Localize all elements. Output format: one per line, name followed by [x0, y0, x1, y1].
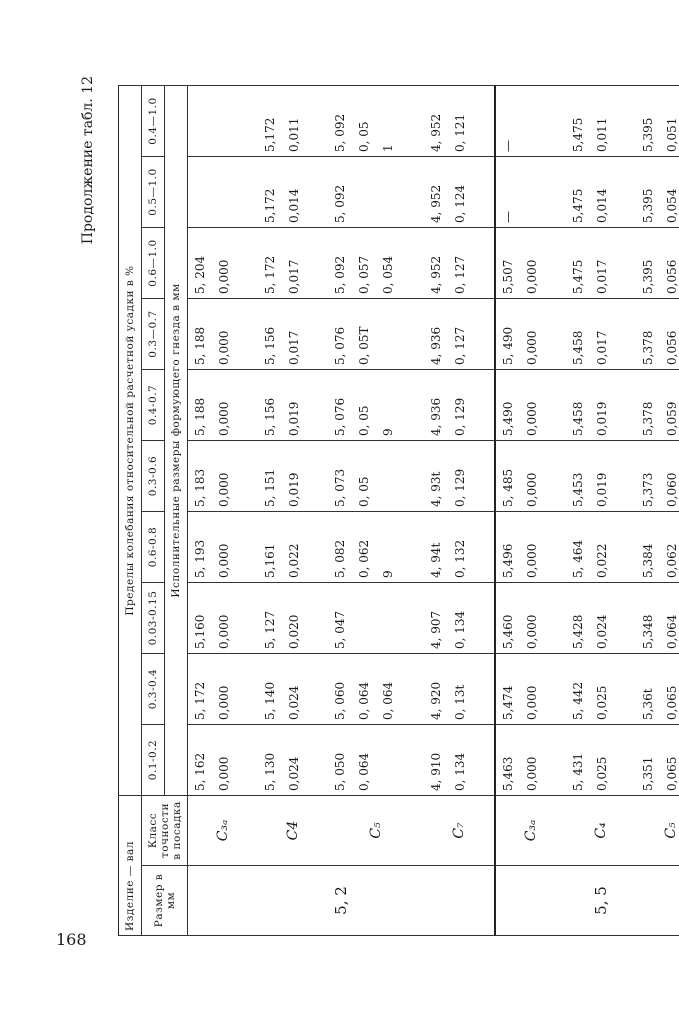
value-line: 0,017 — [287, 259, 301, 294]
value-cell — [328, 299, 424, 370]
value-line: 0, 062 — [357, 539, 371, 578]
value-cell — [258, 512, 328, 583]
value-line: 5, 156 — [263, 397, 277, 436]
value-cell — [566, 725, 636, 796]
value-line: 4, 952 — [429, 113, 443, 152]
value-line: 5, 060 — [333, 681, 347, 720]
value-cell — [495, 725, 566, 796]
value-line: 5, 172 — [193, 681, 207, 720]
value-line: 4, 936 — [429, 397, 443, 436]
value-cell — [258, 299, 328, 370]
value-line: 0, 127 — [453, 255, 467, 294]
value-line: 0, 121 — [453, 113, 467, 152]
value-line: 5, 050 — [333, 752, 347, 791]
value-line: 4, 952 — [429, 184, 443, 223]
value-line: 0,020 — [287, 614, 301, 649]
class-header: Класс точности в посадка — [142, 796, 188, 866]
value-line: 5, 188 — [193, 397, 207, 436]
value-line: 5, 130 — [263, 752, 277, 791]
value-line: 5,395 — [641, 259, 655, 294]
value-cell — [188, 583, 259, 654]
value-line: 5, 188 — [193, 326, 207, 365]
value-line: 0,000 — [525, 756, 539, 791]
value-cell — [495, 228, 566, 299]
value-cell — [636, 228, 679, 299]
value-line: 4, 910 — [429, 752, 443, 791]
value-line: 0, 132 — [453, 539, 467, 578]
value-line: 0,059 — [665, 401, 679, 436]
range-header: 0.1-0.2 — [142, 725, 165, 796]
value-line: 5,395 — [641, 188, 655, 223]
value-line: 5, 076 — [333, 326, 347, 365]
value-line: 4, 94t — [429, 542, 443, 578]
value-line: 4, 907 — [429, 610, 443, 649]
value-line: 0,000 — [525, 685, 539, 720]
value-line: 0,022 — [595, 543, 609, 578]
value-cell — [566, 370, 636, 441]
value-line: 5,475 — [571, 117, 585, 152]
value-cell — [636, 512, 679, 583]
value-line: 5, 092 — [333, 255, 347, 294]
class-cell: С₃ₐ — [495, 796, 566, 866]
data-table — [118, 85, 679, 936]
value-cell — [424, 512, 495, 583]
value-line: 0, 134 — [453, 610, 467, 649]
value-line: 0,011 — [595, 117, 609, 152]
value-cell — [495, 441, 566, 512]
value-cell — [188, 512, 259, 583]
value-line: 0, 064 — [357, 681, 371, 720]
value-line: — — [501, 140, 515, 152]
value-line: 5, 490 — [501, 326, 515, 365]
value-line: 9 — [381, 428, 395, 436]
value-cell — [495, 654, 566, 725]
continuation-label: Продолжение табл. 12 — [80, 76, 96, 245]
value-cell — [188, 725, 259, 796]
page-number: 168 — [56, 930, 87, 949]
value-line: 5, 076 — [333, 397, 347, 436]
value-line: 0, 064 — [381, 681, 395, 720]
value-line: 0,000 — [525, 401, 539, 436]
value-cell — [424, 85, 495, 156]
class-cell: С4 — [258, 796, 328, 866]
limits-header: Пределы колебания относительной расчетной усадки в % — [119, 85, 142, 795]
value-line: 0,025 — [595, 756, 609, 791]
rotated-page — [80, 76, 679, 936]
range-header: 0.6-0.8 — [142, 512, 165, 583]
class-cell: С₅ — [636, 796, 679, 866]
value-cell — [258, 654, 328, 725]
value-cell — [636, 299, 679, 370]
value-line: 0, 124 — [453, 184, 467, 223]
value-line: 5, 156 — [263, 326, 277, 365]
value-cell — [258, 583, 328, 654]
value-cell — [188, 157, 259, 228]
value-cell — [566, 512, 636, 583]
table-row — [566, 85, 636, 935]
table-body — [188, 85, 679, 935]
value-line: 5,458 — [571, 401, 585, 436]
range-header: 0.6—1.0 — [142, 228, 165, 299]
value-line: 5, 092 — [333, 184, 347, 223]
value-cell — [188, 85, 259, 156]
value-line: 5, 485 — [501, 468, 515, 507]
value-line: 0,056 — [665, 330, 679, 365]
value-cell — [258, 370, 328, 441]
size-cell: 5, 2 — [188, 866, 496, 936]
value-line: 5,378 — [641, 330, 655, 365]
value-cell — [495, 85, 566, 156]
value-line: 0,051 — [665, 117, 679, 152]
value-line: 0,025 — [595, 685, 609, 720]
value-cell — [636, 370, 679, 441]
value-line: 0,014 — [595, 188, 609, 223]
value-line: 5,373 — [641, 472, 655, 507]
value-cell — [636, 85, 679, 156]
value-line: 5, 172 — [263, 255, 277, 294]
value-line: 5, 092 — [333, 113, 347, 152]
value-line: 0,000 — [217, 401, 231, 436]
value-line: 5, 431 — [571, 752, 585, 791]
product-header: Изделие — вал — [119, 796, 142, 936]
value-line: 0,054 — [665, 188, 679, 223]
value-cell — [258, 157, 328, 228]
value-line: 5, 082 — [333, 539, 347, 578]
value-line: 0, 05Т — [357, 326, 371, 365]
value-cell — [636, 583, 679, 654]
value-line: 0, 129 — [453, 397, 467, 436]
value-line: 0,011 — [287, 117, 301, 152]
value-cell — [328, 85, 424, 156]
value-cell — [495, 157, 566, 228]
value-line: 5, 073 — [333, 468, 347, 507]
value-line: 5,458 — [571, 330, 585, 365]
value-line: 0, 13t — [453, 684, 467, 720]
table-row — [258, 85, 328, 935]
class-cell: С₅ — [328, 796, 424, 866]
value-cell — [258, 85, 328, 156]
range-header: 0.4-0.7 — [142, 370, 165, 441]
value-cell — [328, 583, 424, 654]
value-cell — [328, 512, 424, 583]
value-cell — [424, 654, 495, 725]
value-line: 5, 183 — [193, 468, 207, 507]
range-header: 0.03-0.15 — [142, 583, 165, 654]
value-line: 5,428 — [571, 614, 585, 649]
value-cell — [328, 228, 424, 299]
value-line: 0,000 — [525, 472, 539, 507]
value-line: 5,351 — [641, 756, 655, 791]
value-line: 0,024 — [287, 685, 301, 720]
value-line: 0,000 — [217, 543, 231, 578]
value-line: 9 — [381, 570, 395, 578]
value-cell — [636, 725, 679, 796]
value-line: 5,463 — [501, 756, 515, 791]
value-line: 5,384 — [641, 543, 655, 578]
value-line: 4, 920 — [429, 681, 443, 720]
value-cell — [328, 725, 424, 796]
value-line: 0,017 — [287, 330, 301, 365]
value-line: 0, 064 — [357, 752, 371, 791]
value-cell — [495, 512, 566, 583]
value-line: 5,172 — [263, 188, 277, 223]
value-line: 0,065 — [665, 685, 679, 720]
table-row — [495, 85, 566, 935]
value-line: 0,000 — [525, 259, 539, 294]
value-line: 5,36t — [641, 688, 655, 720]
value-line: 0,000 — [217, 472, 231, 507]
value-line: 0,064 — [665, 614, 679, 649]
value-line: 0,062 — [665, 543, 679, 578]
value-cell — [328, 370, 424, 441]
value-line: 4, 952 — [429, 255, 443, 294]
range-header: 0.3-0.4 — [142, 654, 165, 725]
table-row — [328, 85, 424, 935]
range-header: 0.5—1.0 — [142, 157, 165, 228]
value-line: 0,000 — [217, 685, 231, 720]
value-cell — [258, 228, 328, 299]
range-header: 0.3-0.6 — [142, 441, 165, 512]
value-line: — — [501, 211, 515, 223]
value-line: 5,395 — [641, 117, 655, 152]
value-cell — [566, 441, 636, 512]
size-header: Размер в мм — [142, 866, 188, 936]
class-cell: С₄ — [566, 796, 636, 866]
value-line: 5,172 — [263, 117, 277, 152]
value-line: 5,161 — [263, 543, 277, 578]
value-line: 5, 151 — [263, 468, 277, 507]
value-cell — [188, 370, 259, 441]
value-line: 5,378 — [641, 401, 655, 436]
value-line: 0,017 — [595, 330, 609, 365]
value-line: 5,475 — [571, 259, 585, 294]
value-cell — [328, 441, 424, 512]
value-line: 5, 127 — [263, 610, 277, 649]
value-cell — [566, 299, 636, 370]
value-line: 5, 464 — [571, 539, 585, 578]
value-line: 0,024 — [595, 614, 609, 649]
value-line: 5, 047 — [333, 610, 347, 649]
range-header: 0.3—0.7 — [142, 299, 165, 370]
value-line: 5,507 — [501, 259, 515, 294]
value-cell — [258, 441, 328, 512]
value-line: 0,060 — [665, 472, 679, 507]
value-line: 0,022 — [287, 543, 301, 578]
value-line: 0,000 — [525, 543, 539, 578]
value-line: 5,453 — [571, 472, 585, 507]
value-line: 5,160 — [193, 614, 207, 649]
value-line: 0,065 — [665, 756, 679, 791]
page-headline — [80, 76, 110, 936]
value-line: 0, 05 — [357, 476, 371, 507]
value-cell — [328, 654, 424, 725]
value-cell — [424, 228, 495, 299]
value-cell — [636, 441, 679, 512]
value-cell — [258, 725, 328, 796]
value-line: 0, 134 — [453, 752, 467, 791]
value-cell — [424, 370, 495, 441]
value-line: 4, 936 — [429, 326, 443, 365]
value-cell — [188, 441, 259, 512]
value-line: 0,024 — [287, 756, 301, 791]
value-line: 4, 93t — [429, 471, 443, 507]
value-line: 0,019 — [595, 401, 609, 436]
value-cell — [495, 370, 566, 441]
value-cell — [424, 299, 495, 370]
value-line: 0,000 — [525, 614, 539, 649]
class-cell: С₇ — [424, 796, 495, 866]
value-line: 5,490 — [501, 401, 515, 436]
value-line: 5, 193 — [193, 539, 207, 578]
value-cell — [424, 441, 495, 512]
value-cell — [636, 654, 679, 725]
size-cell: 5, 5 — [495, 866, 679, 936]
value-line: 0,000 — [217, 614, 231, 649]
class-cell: С₃ₐ — [188, 796, 259, 866]
value-cell — [566, 583, 636, 654]
value-cell — [424, 725, 495, 796]
value-line: 0,019 — [287, 472, 301, 507]
value-cell — [495, 583, 566, 654]
value-line: 0,056 — [665, 259, 679, 294]
table-row — [424, 85, 495, 935]
value-line: 5,460 — [501, 614, 515, 649]
value-cell — [566, 85, 636, 156]
value-line: 5, 442 — [571, 681, 585, 720]
value-cell — [566, 157, 636, 228]
value-line: 5,475 — [571, 188, 585, 223]
value-cell — [566, 654, 636, 725]
value-cell — [188, 654, 259, 725]
value-cell — [424, 157, 495, 228]
value-line: 5,496 — [501, 543, 515, 578]
value-cell — [566, 228, 636, 299]
value-line: 0,000 — [217, 259, 231, 294]
value-line: 0, 127 — [453, 326, 467, 365]
value-cell — [188, 299, 259, 370]
value-cell — [495, 299, 566, 370]
value-line: 0, 05 — [357, 121, 371, 152]
value-cell — [424, 583, 495, 654]
value-line: 0,019 — [595, 472, 609, 507]
value-cell — [636, 157, 679, 228]
value-line: 0, 05 — [357, 405, 371, 436]
range-header: 0.4—1.0 — [142, 85, 165, 156]
value-line: 5, 162 — [193, 752, 207, 791]
table-row — [636, 85, 679, 935]
value-line: 0,000 — [525, 330, 539, 365]
value-line: 0,000 — [217, 330, 231, 365]
value-line: 5, 140 — [263, 681, 277, 720]
table-row — [188, 85, 259, 935]
value-line: 0, 054 — [381, 255, 395, 294]
value-line: 0,000 — [217, 756, 231, 791]
value-line: 0, 129 — [453, 468, 467, 507]
value-line: 0,014 — [287, 188, 301, 223]
value-line: 0,019 — [287, 401, 301, 436]
value-line: 0, 057 — [357, 255, 371, 294]
value-line: 0,017 — [595, 259, 609, 294]
value-line: 5,348 — [641, 614, 655, 649]
value-line: 1 — [381, 144, 395, 152]
value-line: 5, 204 — [193, 255, 207, 294]
value-line: 5,474 — [501, 685, 515, 720]
actual-size-header: Исполнительные размеры формующего гнезда в мм — [165, 85, 188, 795]
value-cell — [328, 157, 424, 228]
value-cell — [188, 228, 259, 299]
